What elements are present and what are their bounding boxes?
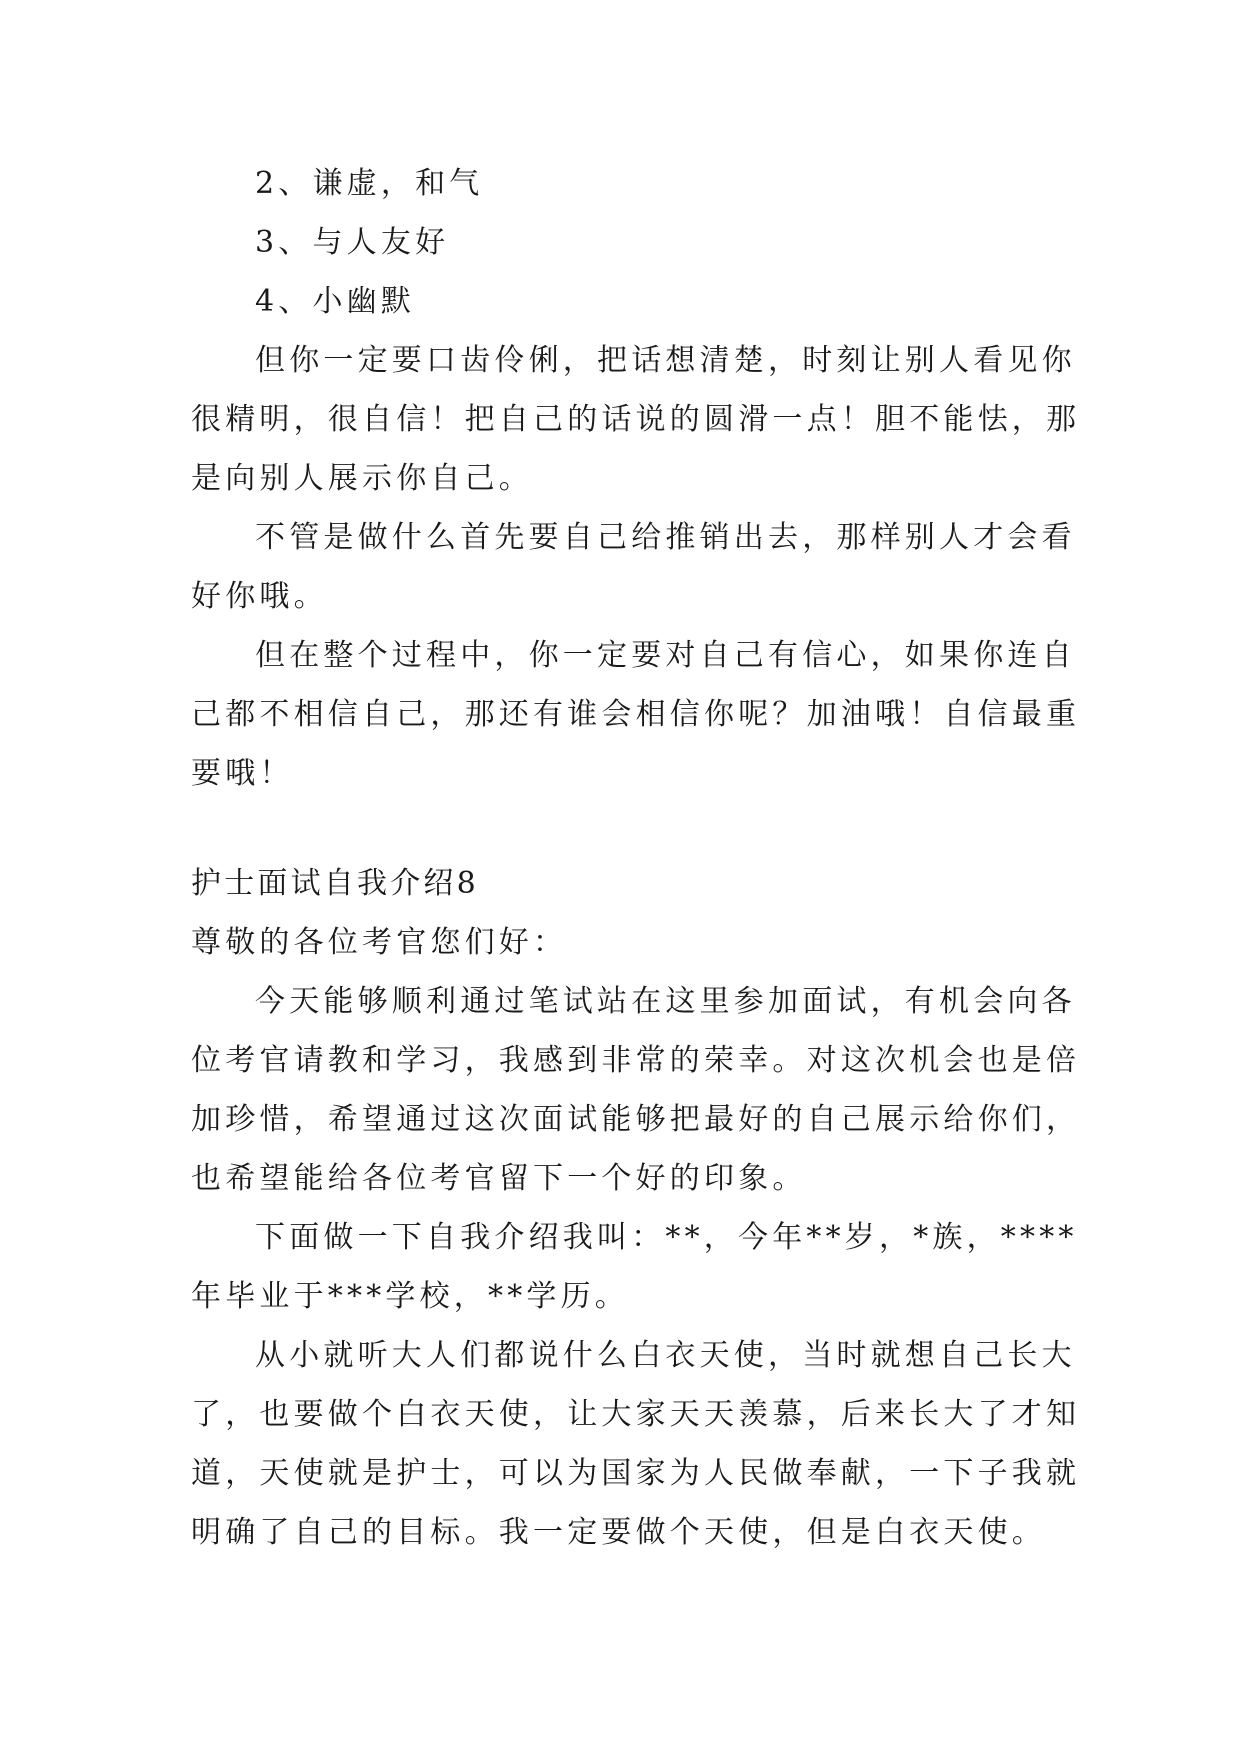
paragraph-line: 了，也要做个白衣天使，让大家天天羡慕，后来长大了才知 xyxy=(191,1397,1081,1432)
paragraph-line: 好你哦。 xyxy=(191,579,328,614)
paragraph-line: 明确了自己的目标。我一定要做个天使，但是白衣天使。 xyxy=(191,1515,1046,1550)
list-item-2: 2、谦虚，和气 xyxy=(255,166,484,201)
salutation: 尊敬的各位考官您们好： xyxy=(191,925,568,960)
paragraph-line: 道，天使就是护士，可以为国家为人民做奉献，一下子我就 xyxy=(191,1456,1081,1491)
paragraph-line: 不管是做什么首先要自己给推销出去，那样别人才会看 xyxy=(255,520,1076,555)
paragraph-line: 己都不相信自己，那还有谁会相信你呢？加油哦！自信最重 xyxy=(191,697,1081,732)
paragraph-line: 年毕业于***学校，**学历。 xyxy=(191,1279,629,1314)
list-item-4: 4、小幽默 xyxy=(255,284,416,319)
paragraph-line: 下面做一下自我介绍我叫：**，今年**岁，*族，**** xyxy=(255,1220,1078,1255)
paragraph-line: 但在整个过程中，你一定要对自己有信心，如果你连自 xyxy=(255,638,1076,673)
paragraph-line: 但你一定要口齿伶俐，把话想清楚，时刻让别人看见你 xyxy=(255,343,1076,378)
paragraph-line: 加珍惜，希望通过这次面试能够把最好的自己展示给你们， xyxy=(191,1102,1081,1137)
list-item-3: 3、与人友好 xyxy=(255,225,450,260)
section-title: 护士面试自我介绍8 xyxy=(191,866,479,901)
paragraph-line: 很精明，很自信！把自己的话说的圆滑一点！胆不能怯，那 xyxy=(191,402,1081,437)
paragraph-line: 位考官请教和学习，我感到非常的荣幸。对这次机会也是倍 xyxy=(191,1043,1081,1078)
paragraph-line: 也希望能给各位考官留下一个好的印象。 xyxy=(191,1161,807,1196)
paragraph-line: 今天能够顺利通过笔试站在这里参加面试，有机会向各 xyxy=(255,984,1076,1019)
paragraph-line: 从小就听大人们都说什么白衣天使，当时就想自己长大 xyxy=(255,1338,1076,1373)
paragraph-line: 是向别人展示你自己。 xyxy=(191,461,533,496)
paragraph-line: 要哦！ xyxy=(191,756,294,791)
